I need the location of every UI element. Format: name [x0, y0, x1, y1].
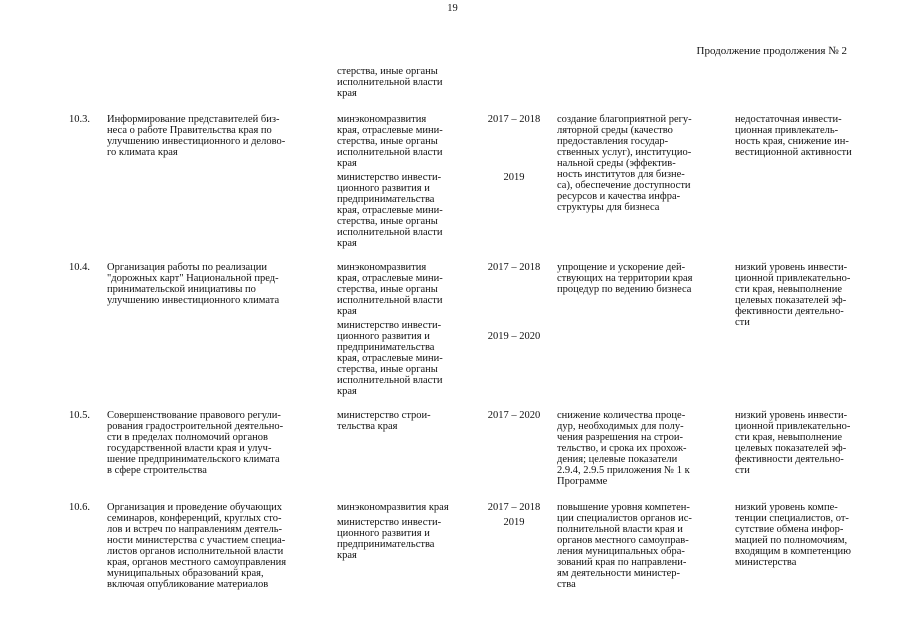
row-period: 2017 – 2018	[487, 262, 541, 273]
row-executor: министерство инвести- ционного развития и предпринимательства края, отраслевые мини- стерства, иные органы исполнительной власти края	[337, 172, 443, 249]
row-consequence: недостаточная инвести- ционная привлекатель- ность края, снижение ин- вестиционной активности	[735, 114, 852, 158]
row-period: 2019	[503, 517, 525, 528]
row-period: 2019	[503, 172, 525, 183]
carryover-executor: стерства, иные органы исполнительной власти края	[337, 66, 443, 99]
row-number: 10.6.	[69, 502, 90, 513]
row-result: создание благоприятной регу- ляторной среды (качество предоставления государ- ственных услуг), институцио- нальной среды (эффектив- ность институтов для бизне- са), обеспечение доступности ресурсов и качества инфра- структуры для бизнеса	[557, 114, 692, 213]
row-executor: минэкономразвития края, отраслевые мини- стерства, иные органы исполнительной власти края	[337, 262, 443, 317]
row-consequence: низкий уровень компе- тенции специалистов, от- сутствие обмена инфор- мацией по полномочиям, входящим в компетенцию министерства	[735, 502, 851, 568]
row-result: повышение уровня компетен- ции специалистов органов ис- полнительной власти края и органов местного самоуправ- ления муниципальных обра- зований края по направлени- ям деятельности министер- ства	[557, 502, 692, 590]
row-period: 2017 – 2020	[487, 410, 541, 421]
row-description: Информирование представителей биз- неса о работе Правительства края по улучшению инвестиционного и делово- го климата края	[107, 114, 286, 158]
row-number: 10.3.	[69, 114, 90, 125]
row-executor: министерство инвести- ционного развития и предпринимательства края, отраслевые мини- стерства, иные органы исполнительной власти края	[337, 320, 443, 397]
row-executor: минэкономразвития края, отраслевые мини- стерства, иные органы исполнительной власти края	[337, 114, 443, 169]
row-number: 10.4.	[69, 262, 90, 273]
row-period: 2017 – 2018	[487, 502, 541, 513]
row-description: Совершенствование правового регули- рования градостроительной деятельно- сти в пределах полномочий органов государственной власти края и улуч- шение предпринимательского климата в сфере строительства	[107, 410, 284, 476]
row-result: упрощение и ускорение дей- ствующих на территории края процедур по ведению бизнеса	[557, 262, 693, 295]
row-period: 2019 – 2020	[487, 331, 541, 342]
row-consequence: низкий уровень инвести- ционной привлекательно- сти края, невыполнение целевых показателей эф- фективности деятельно- сти	[735, 262, 851, 328]
page-number: 19	[447, 3, 458, 14]
row-description: Организация и проведение обучающих семинаров, конференций, круглых сто- лов и встреч по направлениям деятель- ности министерства с участием специа- листов органов исполнительной власти края, органов местного самоуправления муниципальных образований края, включая опубликование материалов	[107, 502, 287, 590]
row-result: снижение количества проце- дур, необходимых для полу- чения разрешения на строи- тельство, и срока их прохож- дения; целевые показатели 2.9.4, 2.9.5 приложения № 1 к Программе	[557, 410, 690, 487]
row-consequence: низкий уровень инвести- ционной привлекательно- сти края, невыполнение целевых показателей эф- фективности деятельно- сти	[735, 410, 851, 476]
row-description: Организация работы по реализации "дорожных карт" Национальной пред- принимательской инициативы по улучшению инвестиционного климата	[107, 262, 280, 306]
row-executor: министерство инвести- ционного развития и предпринимательства края	[337, 517, 442, 561]
row-executor: минэкономразвития края	[337, 502, 449, 513]
row-number: 10.5.	[69, 410, 90, 421]
continuation-label: Продолжение продолжения № 2	[696, 45, 847, 57]
row-executor: министерство строи- тельства края	[337, 410, 431, 432]
row-period: 2017 – 2018	[487, 114, 541, 125]
